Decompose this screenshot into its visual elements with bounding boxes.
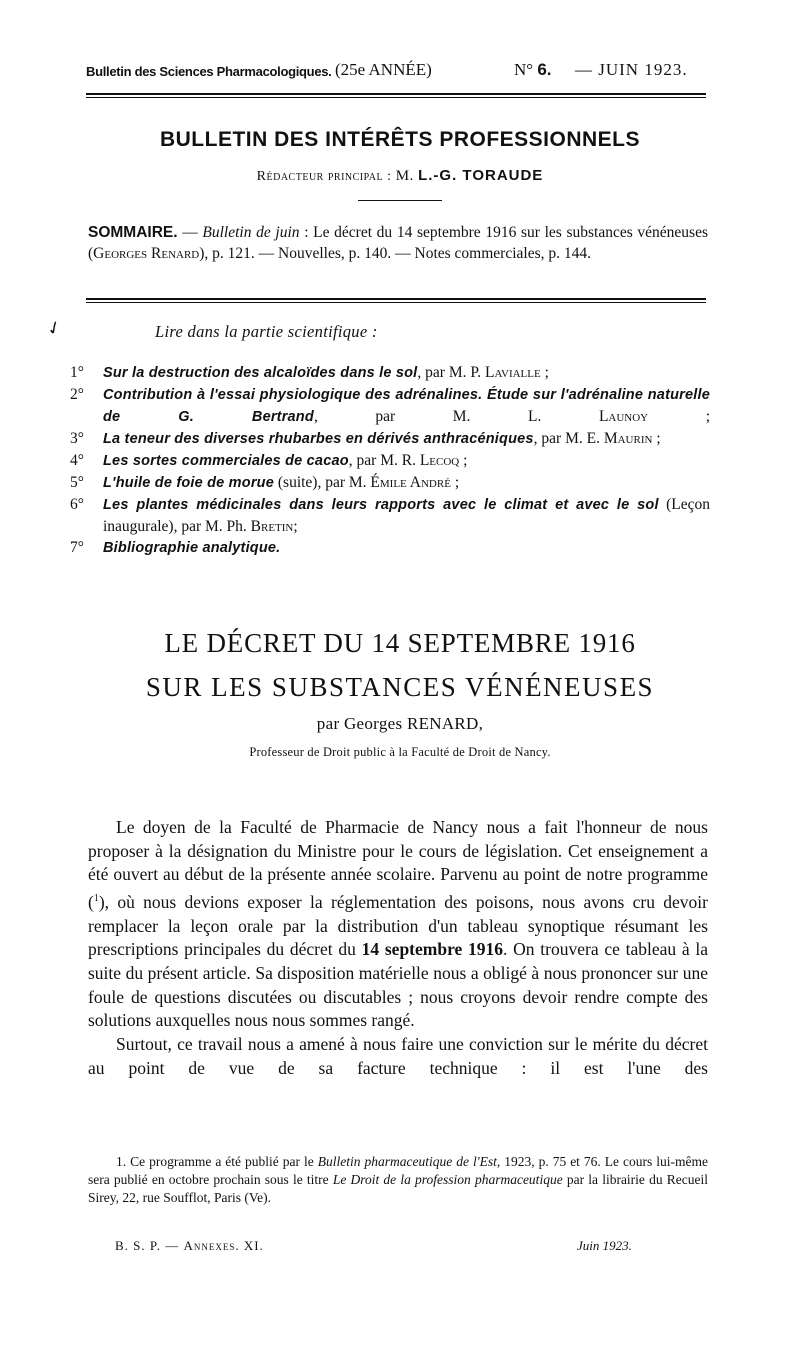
toc-end: ; [459, 452, 468, 469]
toc-item [70, 472, 710, 494]
toc-title: Les sortes commerciales de cacao [103, 453, 349, 469]
toc-title: L'huile de foie de morue [103, 475, 274, 491]
toc-item [70, 384, 710, 428]
paragraph [88, 1033, 708, 1080]
redacteur-prefix: M. [395, 168, 414, 184]
toc-by: , par M. P. [417, 364, 486, 381]
toc-end: ; [293, 518, 298, 535]
toc-author: Launoy [598, 408, 649, 425]
toc-end: ; [652, 430, 661, 447]
margin-mark: ✓ [43, 315, 66, 341]
article-title-line2: SUR LES SUBSTANCES VÉNÉNEUSES [145, 672, 655, 702]
footnote-book: Le Droit de la profession pharmaceutique [332, 1172, 563, 1187]
issue-number-prefix: N° [514, 60, 534, 79]
sommaire [88, 222, 708, 264]
footnote-journal: Bulletin pharmaceutique de l'Est [317, 1154, 497, 1169]
toc-by: (suite), par M. [274, 474, 371, 491]
footnote-text: par la librairie du Recueil Sirey, 22, rue Soufflot, Paris (Ve). [88, 1172, 708, 1205]
short-rule [358, 200, 442, 201]
toc-author: Maurin [603, 430, 653, 447]
sommaire-rule-thick [86, 298, 706, 300]
header-rule-thick [86, 93, 706, 95]
sommaire-bulletin-label: Bulletin de juin [202, 224, 300, 241]
toc-item [70, 428, 710, 450]
toc-num: 4° [70, 452, 84, 469]
toc-by: , par M. E. [533, 430, 604, 447]
toc-num: 2° [70, 386, 84, 403]
toc-by: (Leçon inaugurale), par M. Ph. [103, 496, 710, 535]
toc-by: , par M. R. [348, 452, 420, 469]
toc-num: 3° [70, 430, 84, 447]
redacteur-name: L.-G. TORAUDE [418, 167, 544, 184]
bulletin-title: BULLETIN DES INTÉRÊTS PROFESSIONNELS [159, 128, 641, 151]
toc-title: La teneur des diverses rhubarbes en dérivés anthracéniques [103, 431, 534, 447]
footer-date: Juin 1923. [577, 1238, 632, 1253]
footnote-number: 1. [116, 1154, 127, 1169]
toc-title: Sur la destruction des alcaloïdes dans le sol [103, 365, 418, 381]
toc-title: Bibliographie analytique. [103, 540, 281, 556]
toc-author: Lecoq [419, 452, 460, 469]
toc-item [70, 362, 710, 384]
sommaire-author: Georges Renard [93, 245, 200, 262]
paragraph-text: ), où nous devions exposer la réglementation des poisons, nous avons cru devoir remplacer la leçon orale par la distribution d'un tableau synoptique résumant les prescriptions principales du décret du [88, 891, 708, 960]
volume-year: (25e ANNÉE) [335, 60, 432, 79]
article-body [88, 816, 708, 1081]
toc-item [70, 537, 710, 559]
sommaire-label: SOMMAIRE. [88, 224, 178, 241]
issue-number [514, 60, 552, 80]
scientific-contents [70, 362, 710, 559]
toc-end: ; [540, 364, 549, 381]
toc-num: 6° [70, 496, 84, 513]
sommaire-text2: ), p. 121. — Nouvelles, p. 140. — Notes commerciales, p. 144. [199, 245, 591, 262]
lire-heading: Lire dans la partie scientifique : [155, 322, 378, 341]
sommaire-rule-thin [86, 302, 706, 303]
footnote-reference: 1 [93, 893, 99, 905]
toc-item [70, 450, 710, 472]
footnote-text: Ce programme a été publié par le [126, 1154, 318, 1169]
header-rule-thin [86, 97, 706, 98]
toc-end: ; [648, 408, 711, 425]
decree-date: 14 septembre 1916 [361, 939, 504, 960]
toc-num: 5° [70, 474, 84, 491]
article-title-line1: LE DÉCRET DU 14 SEPTEMBRE 1916 [164, 628, 636, 658]
footnote-text: , 1923, p. 75 et 76. Le cours lui-même sera publié en octobre prochain sous le titre [88, 1154, 708, 1187]
footer-annexes: Annexes. XI. [183, 1238, 264, 1253]
paragraph-text: Le doyen de la Faculté de Pharmacie de Nancy nous a fait l'honneur de nous proposer à la désignation du Ministre pour le cours de législation. Cet enseignement a été ouvert au début de la présente année scolaire. Parvenu au point de notre programme ( [88, 817, 708, 912]
toc-item [70, 494, 710, 537]
article-byline: par Georges RENARD, [316, 714, 484, 733]
issue-number-value: 6. [537, 60, 552, 79]
toc-num: 1° [70, 364, 84, 381]
toc-title: Les plantes médicinales dans leurs rapports avec le climat et avec le sol [103, 497, 659, 513]
paragraph-text: Surtout, ce travail nous a amené à nous faire une conviction sur le mérite du décret au point de vue de sa facture technique : il est l'une des [88, 1034, 708, 1078]
toc-by: , par M. L. [313, 408, 599, 425]
footnote [88, 1153, 708, 1207]
toc-end: ; [450, 474, 460, 491]
sommaire-text1: : Le décret du 14 septembre 1916 sur les substances vénéneuses ( [88, 224, 709, 262]
author-affiliation: Professeur de Droit public à la Faculté de Droit de Nancy. [249, 745, 551, 759]
paragraph-text: . On trouvera ce tableau à la suite du présent article. Sa disposition matérielle nous a obligé à nous prononcer sur une foule de questions discutées ou discutables ; nous croyons devoir rendre compte des solutions auxquelles nous nous sommes rangé. [88, 939, 709, 1031]
toc-num: 7° [70, 539, 84, 556]
toc-author: Émile André [370, 474, 451, 491]
sommaire-dash: — [177, 224, 203, 241]
toc-title: Contribution à l'essai physiologique des adrénalines. Étude sur l'adrénaline naturelle de G. Bertrand [103, 387, 710, 425]
footer-prefix: B. S. P. — [115, 1238, 184, 1253]
toc-author: Lavialle [485, 364, 541, 381]
redacteur-line [0, 167, 800, 185]
footer-reference [115, 1238, 264, 1254]
redacteur-label: Rédacteur principal : [256, 169, 392, 184]
issue-date: — JUIN 1923. [575, 60, 688, 79]
toc-author: Bretin [250, 518, 294, 535]
journal-name: Bulletin des Sciences Pharmacologiques. [86, 64, 332, 79]
paragraph [88, 816, 708, 1033]
